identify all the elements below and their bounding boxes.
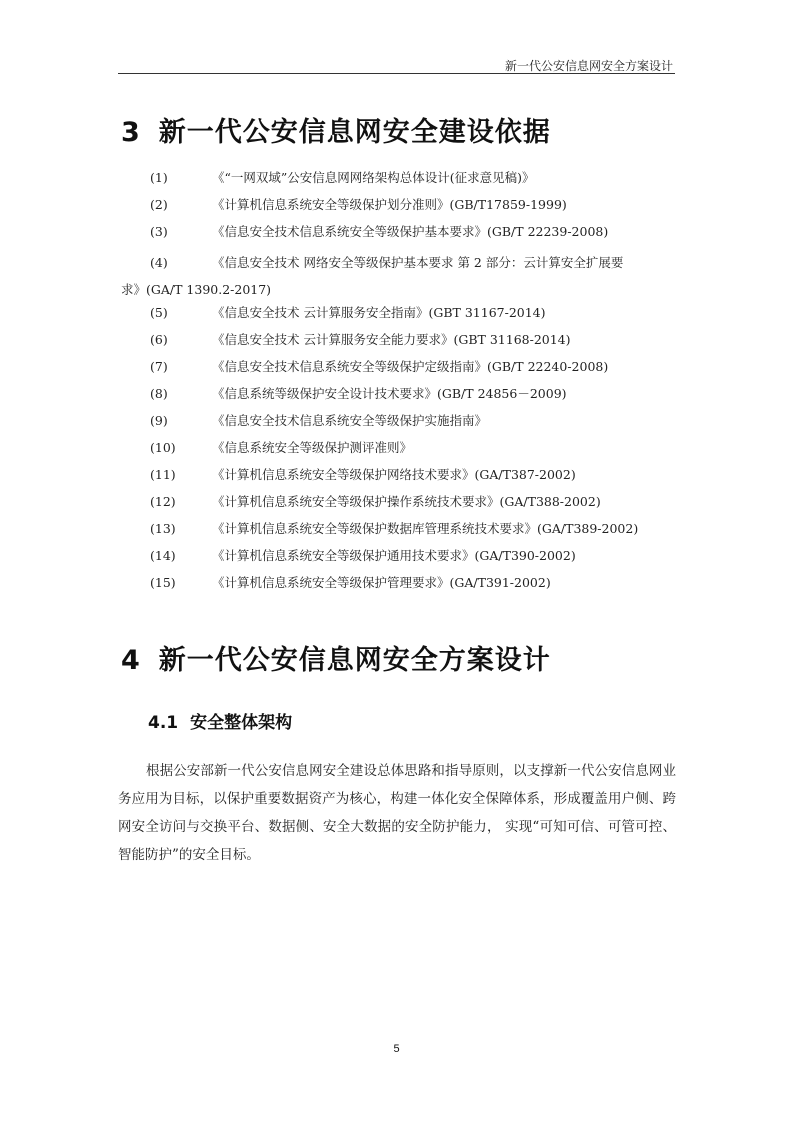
page-number: 5 — [393, 1043, 400, 1055]
section-4-heading — [121, 638, 551, 677]
reference-item: (3) 《信息安全技术信息系统安全等级保护基本要求》(GB/T 22239-2008) — [150, 224, 609, 239]
section-4-title: 新一代公安信息网安全方案设计 — [158, 645, 551, 676]
subsection-number: 4.1 — [148, 713, 179, 733]
reference-item: (14) 《计算机信息系统安全等级保护通用技术要求》(GA/T390-2002) — [150, 548, 576, 563]
reference-list — [121, 168, 680, 600]
reference-item: (8) 《信息系统等级保护安全设计技术要求》(GB/T 24856－2009) — [150, 386, 567, 401]
section-3-heading — [121, 110, 551, 149]
running-header: 新一代公安信息网安全方案设计 — [504, 59, 673, 73]
reference-item: (9) 《信息安全技术信息系统安全等级保护实施指南》 — [150, 413, 488, 428]
body-paragraph: 根据公安部新一代公安信息网安全建设总体思路和指导原则，以支撑新一代公安信息网业务应用为目标，以保护重要数据资产为核心，构建一体化安全保障体系，形成覆盖用户侧、跨网安全访问与交换平台、数据侧、安全大数据的安全防护能力， 实现“可知可信、可管可控、智能防护”的安全目标。 — [118, 763, 676, 863]
section-3-title: 新一代公安信息网安全建设依据 — [158, 117, 551, 148]
reference-item: (4) 《信息安全技术 网络安全等级保护基本要求 第 2 部分：云计算安全扩展要 求》(GA/T 1390.2-2017) — [121, 255, 624, 297]
reference-item: (2) 《计算机信息系统安全等级保护划分准则》(GB/T17859-1999) — [150, 197, 567, 212]
section-4-number: 4 — [121, 645, 141, 676]
reference-item: (13) 《计算机信息系统安全等级保护数据库管理系统技术要求》(GA/T389-2002) — [150, 521, 639, 536]
reference-item: (5) 《信息安全技术 云计算服务安全指南》(GBT 31167-2014) — [150, 305, 546, 320]
subsection-title: 安全整体架构 — [190, 713, 293, 733]
reference-item: (1) 《“一网双域”公安信息网网络架构总体设计(征求意见稿)》 — [150, 170, 535, 185]
reference-item: (15) 《计算机信息系统安全等级保护管理要求》(GA/T391-2002) — [150, 575, 551, 590]
header-rule — [118, 73, 675, 74]
subsection-4-1-heading — [148, 708, 292, 733]
reference-item: (10) 《信息系统安全等级保护测评准则》 — [150, 440, 413, 455]
reference-item: (11) 《计算机信息系统安全等级保护网络技术要求》(GA/T387-2002) — [150, 467, 576, 482]
section-3-number: 3 — [121, 117, 141, 148]
reference-item: (6) 《信息安全技术 云计算服务安全能力要求》(GBT 31168-2014) — [150, 332, 571, 347]
reference-item: (7) 《信息安全技术信息系统安全等级保护定级指南》(GB/T 22240-2008) — [150, 359, 609, 374]
reference-item: (12) 《计算机信息系统安全等级保护操作系统技术要求》(GA/T388-2002) — [150, 494, 601, 509]
